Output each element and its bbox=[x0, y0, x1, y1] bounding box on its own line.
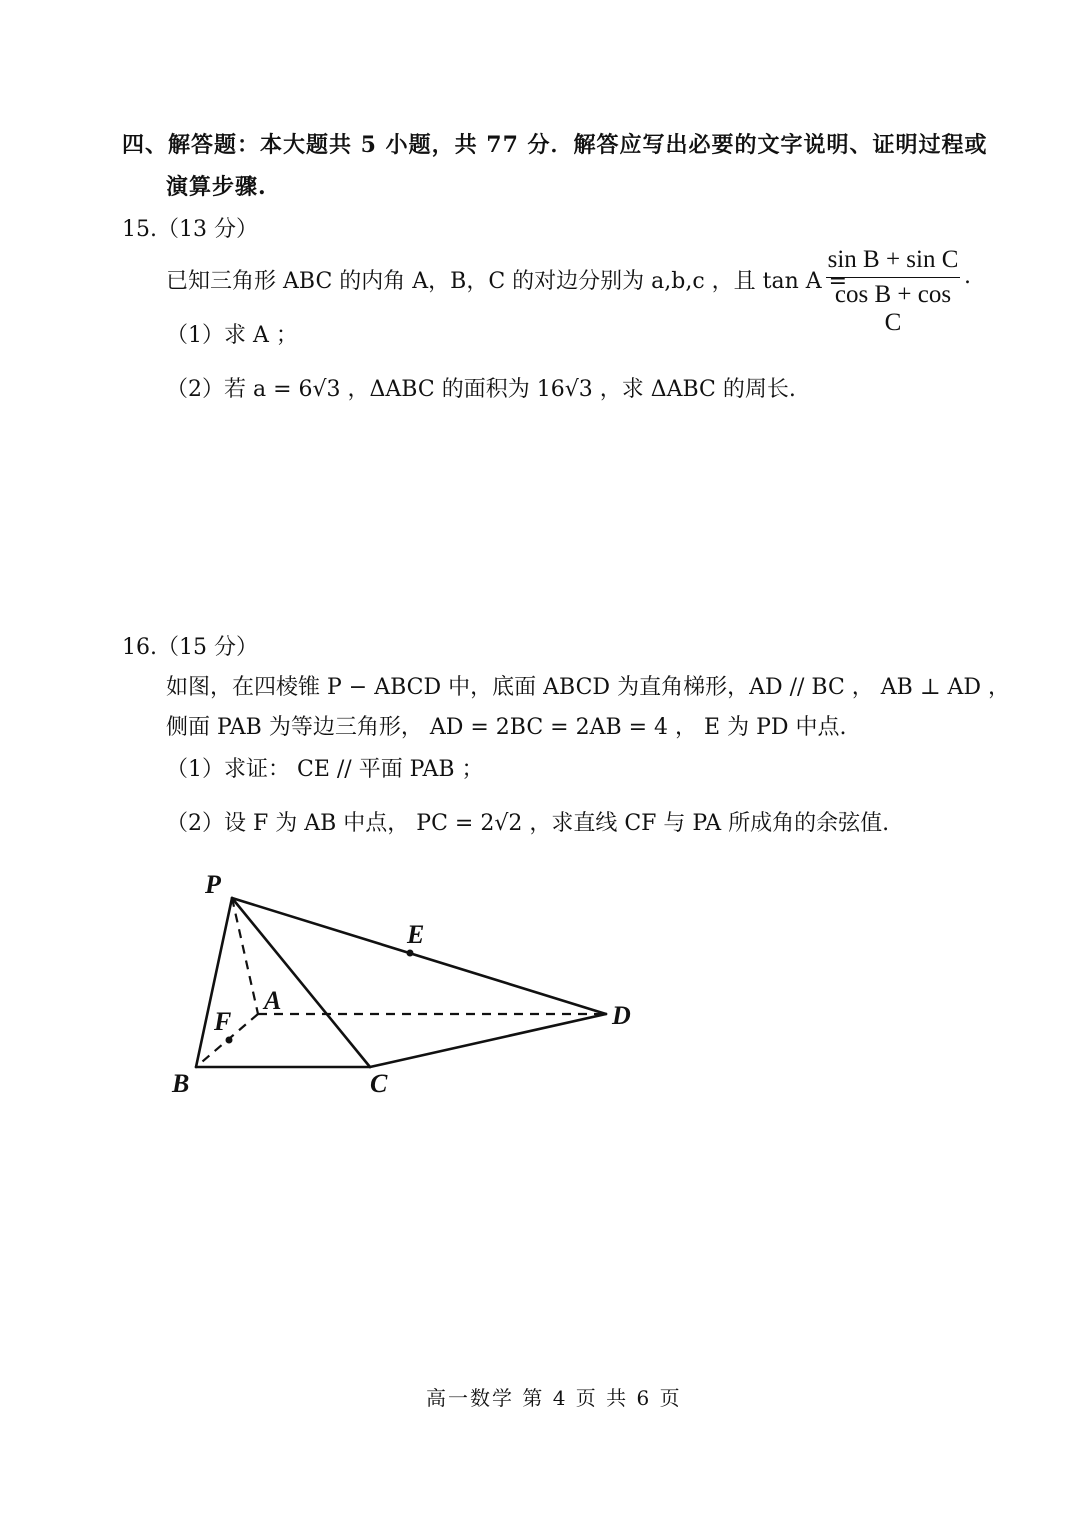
edge-PD bbox=[232, 898, 606, 1014]
q15-part2: （2）若 a = 6√3 ，ΔABC 的面积为 16√3 ，求 ΔABC 的周长. bbox=[166, 377, 796, 402]
label-D: D bbox=[612, 1001, 631, 1030]
q15-part1: （1）求 A ； bbox=[166, 323, 298, 348]
section-title-line2: 演算步骤. bbox=[166, 174, 267, 200]
q16-stem-line1: 如图，在四棱锥 P − ABCD 中，底面 ABCD 为直角梯形，AD // BC ， AB ⊥ AD ， bbox=[166, 675, 1011, 700]
q15-stem-period: . bbox=[964, 264, 971, 289]
q16-stem-line2: 侧面 PAB 为等边三角形， AD = 2BC = 2AB = 4 ， E 为 PD 中点. bbox=[166, 715, 847, 740]
q15-header: 15.（13 分） bbox=[122, 217, 258, 242]
label-E: E bbox=[407, 920, 425, 949]
q16-part2: （2）设 F 为 AB 中点， PC = 2√2 ，求直线 CF 与 PA 所成角的余弦值. bbox=[166, 811, 890, 836]
label-A: A bbox=[264, 986, 282, 1015]
q16-part1: （1）求证： CE // 平面 PAB ； bbox=[166, 757, 484, 782]
point-E bbox=[407, 950, 414, 957]
edge-PC bbox=[232, 898, 370, 1067]
section-title-line1: 四、解答题：本大题共 5 小题，共 77 分．解答应写出必要的文字说明、证明过程或 bbox=[122, 132, 988, 158]
label-P: P bbox=[205, 870, 221, 899]
label-C: C bbox=[370, 1069, 388, 1098]
label-F: F bbox=[214, 1007, 232, 1036]
label-B: B bbox=[172, 1069, 190, 1098]
point-F bbox=[226, 1037, 233, 1044]
edge-CD bbox=[370, 1014, 606, 1067]
q16-header: 16.（15 分） bbox=[122, 635, 258, 660]
q15-fraction-numerator: sin B + sin C bbox=[827, 246, 959, 273]
q15-fraction-denominator: cos B + cos C bbox=[834, 281, 952, 336]
page-footer: 高一数学 第 4 页 共 6 页 bbox=[426, 1386, 682, 1410]
q15-stem: 已知三角形 ABC 的内角 A，B，C 的对边分别为 a,b,c ，且 tan A = bbox=[166, 269, 848, 294]
